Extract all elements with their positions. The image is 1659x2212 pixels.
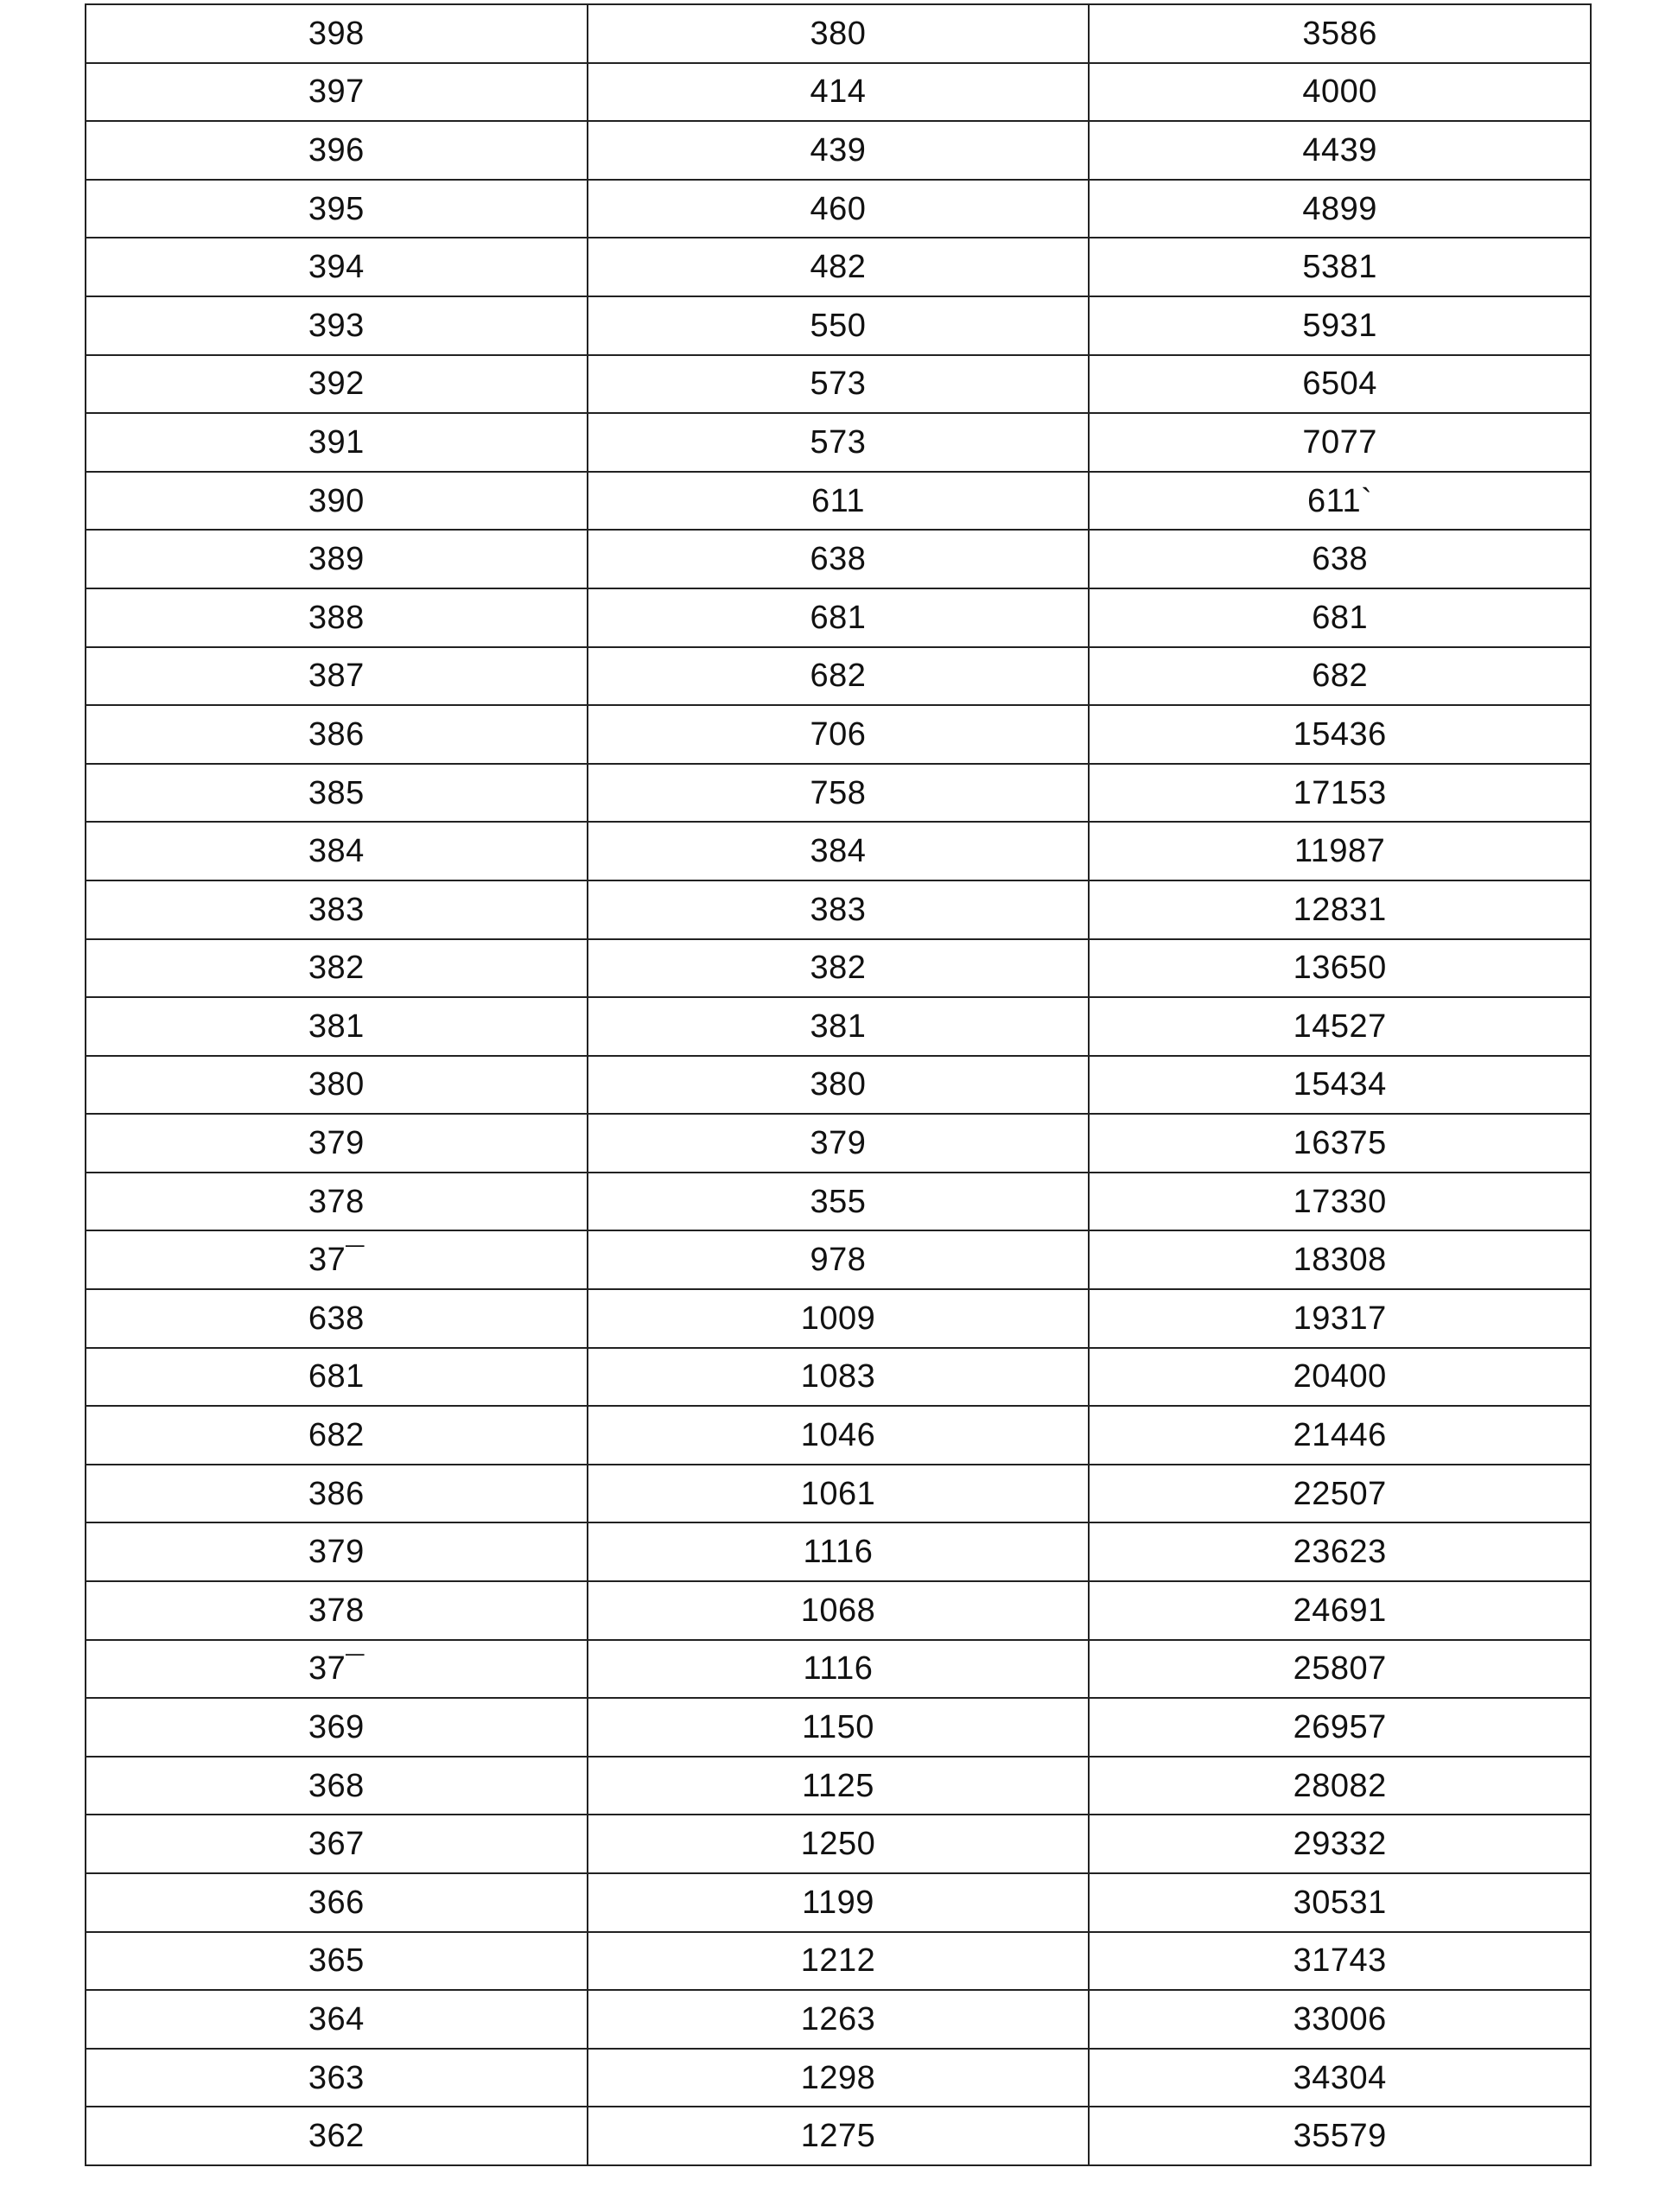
cumulative-cell: 25807	[1089, 1640, 1591, 1699]
table-row	[86, 1114, 1591, 1173]
count-cell: 573	[588, 355, 1090, 414]
count-cell: 1150	[588, 1698, 1090, 1757]
score-cell: 638	[86, 1289, 588, 1348]
table-row	[86, 1990, 1591, 2049]
cumulative-cell: 28082	[1089, 1757, 1591, 1815]
score-cell: 365	[86, 1932, 588, 1991]
score-cell: 391	[86, 413, 588, 472]
score-cell: 37¯	[86, 1230, 588, 1289]
count-cell: 1046	[588, 1406, 1090, 1465]
count-cell: 414	[588, 63, 1090, 122]
count-cell: 1116	[588, 1522, 1090, 1581]
score-cell: 395	[86, 180, 588, 238]
score-cell: 397	[86, 63, 588, 122]
cumulative-cell: 5931	[1089, 296, 1591, 355]
table-row	[86, 63, 1591, 122]
cumulative-cell: 26957	[1089, 1698, 1591, 1757]
count-cell: 382	[588, 939, 1090, 998]
table-row	[86, 1873, 1591, 1932]
count-cell: 1125	[588, 1757, 1090, 1815]
table-row	[86, 588, 1591, 647]
score-cell: 385	[86, 764, 588, 823]
score-cell: 362	[86, 2107, 588, 2165]
count-cell: 1009	[588, 1289, 1090, 1348]
table-row	[86, 121, 1591, 180]
table-row	[86, 296, 1591, 355]
table-row	[86, 822, 1591, 880]
count-cell: 1083	[588, 1348, 1090, 1407]
score-cell: 398	[86, 4, 588, 63]
cumulative-cell: 16375	[1089, 1114, 1591, 1173]
score-cell: 378	[86, 1581, 588, 1640]
table-row	[86, 880, 1591, 939]
count-cell: 758	[588, 764, 1090, 823]
cumulative-cell: 35579	[1089, 2107, 1591, 2165]
score-cell: 387	[86, 647, 588, 706]
count-cell: 1199	[588, 1873, 1090, 1932]
count-cell: 379	[588, 1114, 1090, 1173]
cumulative-cell: 611`	[1089, 472, 1591, 531]
cumulative-cell: 15436	[1089, 705, 1591, 764]
table-row	[86, 530, 1591, 588]
count-cell: 978	[588, 1230, 1090, 1289]
score-cell: 384	[86, 822, 588, 880]
cumulative-cell: 19317	[1089, 1289, 1591, 1348]
table-row	[86, 1230, 1591, 1289]
table-row	[86, 1698, 1591, 1757]
score-cell: 368	[86, 1757, 588, 1815]
cumulative-cell: 4439	[1089, 121, 1591, 180]
cumulative-cell: 31743	[1089, 1932, 1591, 1991]
cumulative-cell: 29332	[1089, 1815, 1591, 1873]
count-cell: 1275	[588, 2107, 1090, 2165]
score-cell: 381	[86, 997, 588, 1056]
table-row	[86, 764, 1591, 823]
score-cell: 37¯	[86, 1640, 588, 1699]
score-cell: 392	[86, 355, 588, 414]
score-cell: 682	[86, 1406, 588, 1465]
count-cell: 1298	[588, 2049, 1090, 2107]
count-cell: 1250	[588, 1815, 1090, 1873]
score-cell: 378	[86, 1173, 588, 1231]
count-cell: 355	[588, 1173, 1090, 1231]
count-cell: 550	[588, 296, 1090, 355]
count-cell: 573	[588, 413, 1090, 472]
count-cell: 1116	[588, 1640, 1090, 1699]
cumulative-cell: 15434	[1089, 1056, 1591, 1115]
cumulative-cell: 33006	[1089, 1990, 1591, 2049]
table-row	[86, 647, 1591, 706]
score-cell: 396	[86, 121, 588, 180]
table-row	[86, 1056, 1591, 1115]
count-cell: 1068	[588, 1581, 1090, 1640]
cumulative-cell: 681	[1089, 588, 1591, 647]
table-row	[86, 1640, 1591, 1699]
table-row	[86, 1348, 1591, 1407]
cumulative-cell: 24691	[1089, 1581, 1591, 1640]
cumulative-cell: 638	[1089, 530, 1591, 588]
count-cell: 482	[588, 238, 1090, 296]
cumulative-cell: 22507	[1089, 1465, 1591, 1523]
table-row	[86, 2107, 1591, 2165]
table-row	[86, 1581, 1591, 1640]
cumulative-cell: 14527	[1089, 997, 1591, 1056]
count-cell: 381	[588, 997, 1090, 1056]
cumulative-cell: 7077	[1089, 413, 1591, 472]
table-row	[86, 1289, 1591, 1348]
cumulative-cell: 20400	[1089, 1348, 1591, 1407]
cumulative-cell: 18308	[1089, 1230, 1591, 1289]
score-cell: 386	[86, 1465, 588, 1523]
cumulative-cell: 6504	[1089, 355, 1591, 414]
cumulative-cell: 13650	[1089, 939, 1591, 998]
table-row	[86, 2049, 1591, 2107]
table-row	[86, 1757, 1591, 1815]
score-cell: 379	[86, 1522, 588, 1581]
cumulative-cell: 21446	[1089, 1406, 1591, 1465]
table-row	[86, 1406, 1591, 1465]
score-cell: 380	[86, 1056, 588, 1115]
table-row	[86, 997, 1591, 1056]
table-row	[86, 1173, 1591, 1231]
count-cell: 706	[588, 705, 1090, 764]
score-cell: 681	[86, 1348, 588, 1407]
table-row	[86, 705, 1591, 764]
score-cell: 390	[86, 472, 588, 531]
count-cell: 380	[588, 1056, 1090, 1115]
table-row	[86, 413, 1591, 472]
score-cell: 366	[86, 1873, 588, 1932]
cumulative-cell: 23623	[1089, 1522, 1591, 1581]
cumulative-cell: 682	[1089, 647, 1591, 706]
table-row	[86, 1815, 1591, 1873]
table-body	[86, 4, 1591, 2165]
count-cell: 383	[588, 880, 1090, 939]
score-distribution-table	[85, 3, 1592, 2166]
cumulative-cell: 4899	[1089, 180, 1591, 238]
score-cell: 369	[86, 1698, 588, 1757]
cumulative-cell: 3586	[1089, 4, 1591, 63]
cumulative-cell: 30531	[1089, 1873, 1591, 1932]
score-cell: 363	[86, 2049, 588, 2107]
score-cell: 393	[86, 296, 588, 355]
count-cell: 681	[588, 588, 1090, 647]
score-cell: 389	[86, 530, 588, 588]
cumulative-cell: 34304	[1089, 2049, 1591, 2107]
table-row	[86, 1522, 1591, 1581]
table-row	[86, 180, 1591, 238]
cumulative-cell: 17330	[1089, 1173, 1591, 1231]
table-row	[86, 472, 1591, 531]
count-cell: 1061	[588, 1465, 1090, 1523]
count-cell: 611	[588, 472, 1090, 531]
count-cell: 460	[588, 180, 1090, 238]
cumulative-cell: 4000	[1089, 63, 1591, 122]
count-cell: 439	[588, 121, 1090, 180]
table-row	[86, 238, 1591, 296]
cumulative-cell: 11987	[1089, 822, 1591, 880]
count-cell: 1212	[588, 1932, 1090, 1991]
score-cell: 379	[86, 1114, 588, 1173]
score-cell: 383	[86, 880, 588, 939]
count-cell: 380	[588, 4, 1090, 63]
cumulative-cell: 17153	[1089, 764, 1591, 823]
score-cell: 364	[86, 1990, 588, 2049]
table-row	[86, 4, 1591, 63]
score-cell: 386	[86, 705, 588, 764]
table-row	[86, 355, 1591, 414]
score-cell: 382	[86, 939, 588, 998]
table-row	[86, 1932, 1591, 1991]
count-cell: 384	[588, 822, 1090, 880]
cumulative-cell: 12831	[1089, 880, 1591, 939]
score-cell: 388	[86, 588, 588, 647]
count-cell: 682	[588, 647, 1090, 706]
count-cell: 638	[588, 530, 1090, 588]
cumulative-cell: 5381	[1089, 238, 1591, 296]
count-cell: 1263	[588, 1990, 1090, 2049]
table-row	[86, 939, 1591, 998]
table-row	[86, 1465, 1591, 1523]
score-cell: 394	[86, 238, 588, 296]
score-cell: 367	[86, 1815, 588, 1873]
